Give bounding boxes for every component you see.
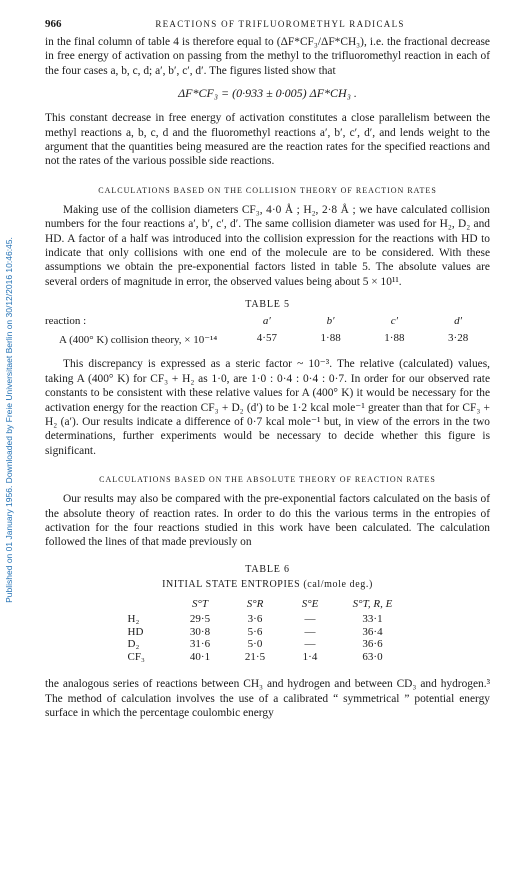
table-6-cell: 36·6 bbox=[362, 638, 383, 651]
table-5-cell: 1·88 bbox=[320, 331, 341, 344]
table-6-cell: 36·4 bbox=[362, 625, 383, 638]
table-5-row-label: A (400° K) collision theory, × 10⁻¹⁴ bbox=[59, 334, 218, 347]
table-6-cell: 1·4 bbox=[302, 650, 318, 663]
paragraph-3: Making use of the collision diameters CF₃, 4·0 Å ; H₂, 2·8 Å ; we have calculated collision numbers for the four reactions a′, b′, c′, d′. The same collision diameter was used for H₂, D₂ and HD. A factor of a half was introduced into the collision expression for the reactions with HD to indicate that only collisions with one end of the molecule are to be considered. With these assumptions we obtain the pre-exponential factors listed in table 5. The absolute values are several orders of magnitude in error, the observed values being about 5 × 10¹¹. bbox=[45, 203, 490, 288]
table-6-cell: 40·1 bbox=[189, 650, 211, 663]
paragraph-6: the analogous series of reactions between CH₃ and hydrogen and between CD₃ and hydrogen.³ The method of calculation involves the use of a calibrated “ symmetrical ” potential energy surface in which the percentage coulombic energy bbox=[45, 678, 490, 720]
table-6-cell: 31·6 bbox=[189, 638, 211, 651]
table-5-col: a′ bbox=[262, 315, 271, 328]
running-header bbox=[45, 18, 490, 30]
table-5-cell: 3·28 bbox=[448, 331, 469, 344]
table-6-cell: — bbox=[304, 613, 316, 626]
section-heading-collision-theory: CALCULATIONS BASED ON THE COLLISION THEORY OF REACTION RATES bbox=[98, 185, 437, 195]
table-row bbox=[45, 328, 490, 347]
table-6-cell: 29·5 bbox=[189, 613, 211, 626]
running-title: REACTIONS OF TRIFLUOROMETHYL RADICALS bbox=[155, 19, 405, 29]
table-6-cell: 3·6 bbox=[247, 613, 263, 626]
table-row bbox=[45, 314, 490, 328]
table-5-col: c′ bbox=[390, 315, 399, 328]
table-6-cell: 21·5 bbox=[244, 650, 266, 663]
table-6-row-label: HD bbox=[127, 625, 144, 638]
paragraph-2: This constant decrease in free energy of activation constitutes a close parallelism between the methyl reactions a, b, c, d and the fluoromethyl reactions a′, b′, c′, d′, and lends weight to the argument that the quantities being measured are the reaction rates for the specified reactions and not the rates of the various possible side reactions. bbox=[45, 112, 490, 168]
table-6-cell: 5·6 bbox=[247, 625, 263, 638]
table-6-col: S°E bbox=[301, 597, 319, 610]
table-5-col: d′ bbox=[454, 315, 463, 328]
table-5-col: b′ bbox=[326, 315, 335, 328]
table-5-caption: TABLE 5 bbox=[245, 299, 290, 311]
paragraph-5: Our results may also be compared with the pre-exponential factors calculated on the basis of the absolute theory of reaction rates. In order to do this the various terms in the entropies of activation for the four reactions studied in this work have been calculated. The calculation followed the lines of that made previously on bbox=[45, 493, 490, 549]
table-5 bbox=[45, 314, 490, 347]
table-6-cell: — bbox=[304, 638, 316, 651]
table-6-cell: — bbox=[304, 625, 316, 638]
table-5-row-header: reaction : bbox=[45, 315, 87, 328]
table-6-col: S°R bbox=[246, 597, 264, 610]
table-6-subtitle: INITIAL STATE ENTROPIES (cal/mole deg.) bbox=[162, 578, 373, 590]
journal-page bbox=[45, 18, 490, 720]
table-row bbox=[128, 638, 408, 651]
table-row bbox=[128, 613, 408, 626]
table-6-cell: 63·0 bbox=[362, 650, 383, 663]
table-header-row bbox=[128, 598, 408, 614]
table-6-cell: 33·1 bbox=[362, 613, 383, 626]
table-5-cell: 1·88 bbox=[384, 331, 405, 344]
table-row bbox=[128, 651, 408, 664]
page-number: 966 bbox=[45, 18, 62, 30]
table-row bbox=[128, 626, 408, 639]
table-5-cell: 4·57 bbox=[256, 331, 277, 344]
table-6-row-label: CF₃ bbox=[127, 650, 145, 663]
download-watermark-text: Published on 01 January 1956. Downloaded by Freie Universitaet Berlin on 30/12/2016 10:46:45. bbox=[4, 237, 14, 603]
table-6-row-label: H₂ bbox=[127, 613, 140, 626]
table-6-col: S°T bbox=[191, 597, 209, 610]
table-6-col: S°T, R, E bbox=[352, 597, 393, 610]
table-6-row-label: D₂ bbox=[127, 638, 140, 651]
table-6-caption: TABLE 6 bbox=[245, 563, 290, 575]
table-6-cell: 5·0 bbox=[247, 638, 263, 651]
section-heading-absolute-theory: CALCULATIONS BASED ON THE ABSOLUTE THEORY OF REACTION RATES bbox=[99, 475, 436, 485]
table-6 bbox=[128, 598, 408, 664]
download-watermark bbox=[2, 150, 16, 690]
table-6-cell: 30·8 bbox=[189, 625, 211, 638]
paragraph-4: This discrepancy is expressed as a steric factor ~ 10⁻³. The relative (calculated) values, taking A (400° K) for CF₃ + H₂ as 1·0, are 1·0 : 0·4 : 0·4 : 0·7. In order for our observed rate constants to be consistent with these relative values for A (400° K) it would be necessary for the activation energy for the reaction CF₃ + D₂ (d′) to be 1·2 kcal mole⁻¹ greater than that for CF₃ + H₂ (a′). Our results indicate a difference of 0·7 kcal mole⁻¹ but, in view of the errors in the two determinations, further experiments would be necessary to decide whether this figure is significant. bbox=[45, 358, 490, 457]
paragraph-1: in the final column of table 4 is therefore equal to (ΔF*CF₃/ΔF*CH₃), i.e. the fractional decrease in free energy of activation on passing from the methyl to the trifluoromethyl reaction in each of the four cases a, b, c, d; a′, b′, c′, d′. The figures listed show that bbox=[45, 36, 490, 77]
equation-free-energy: ΔF*CF₃ = (0·933 ± 0·005) ΔF*CH₃ . bbox=[178, 86, 357, 101]
